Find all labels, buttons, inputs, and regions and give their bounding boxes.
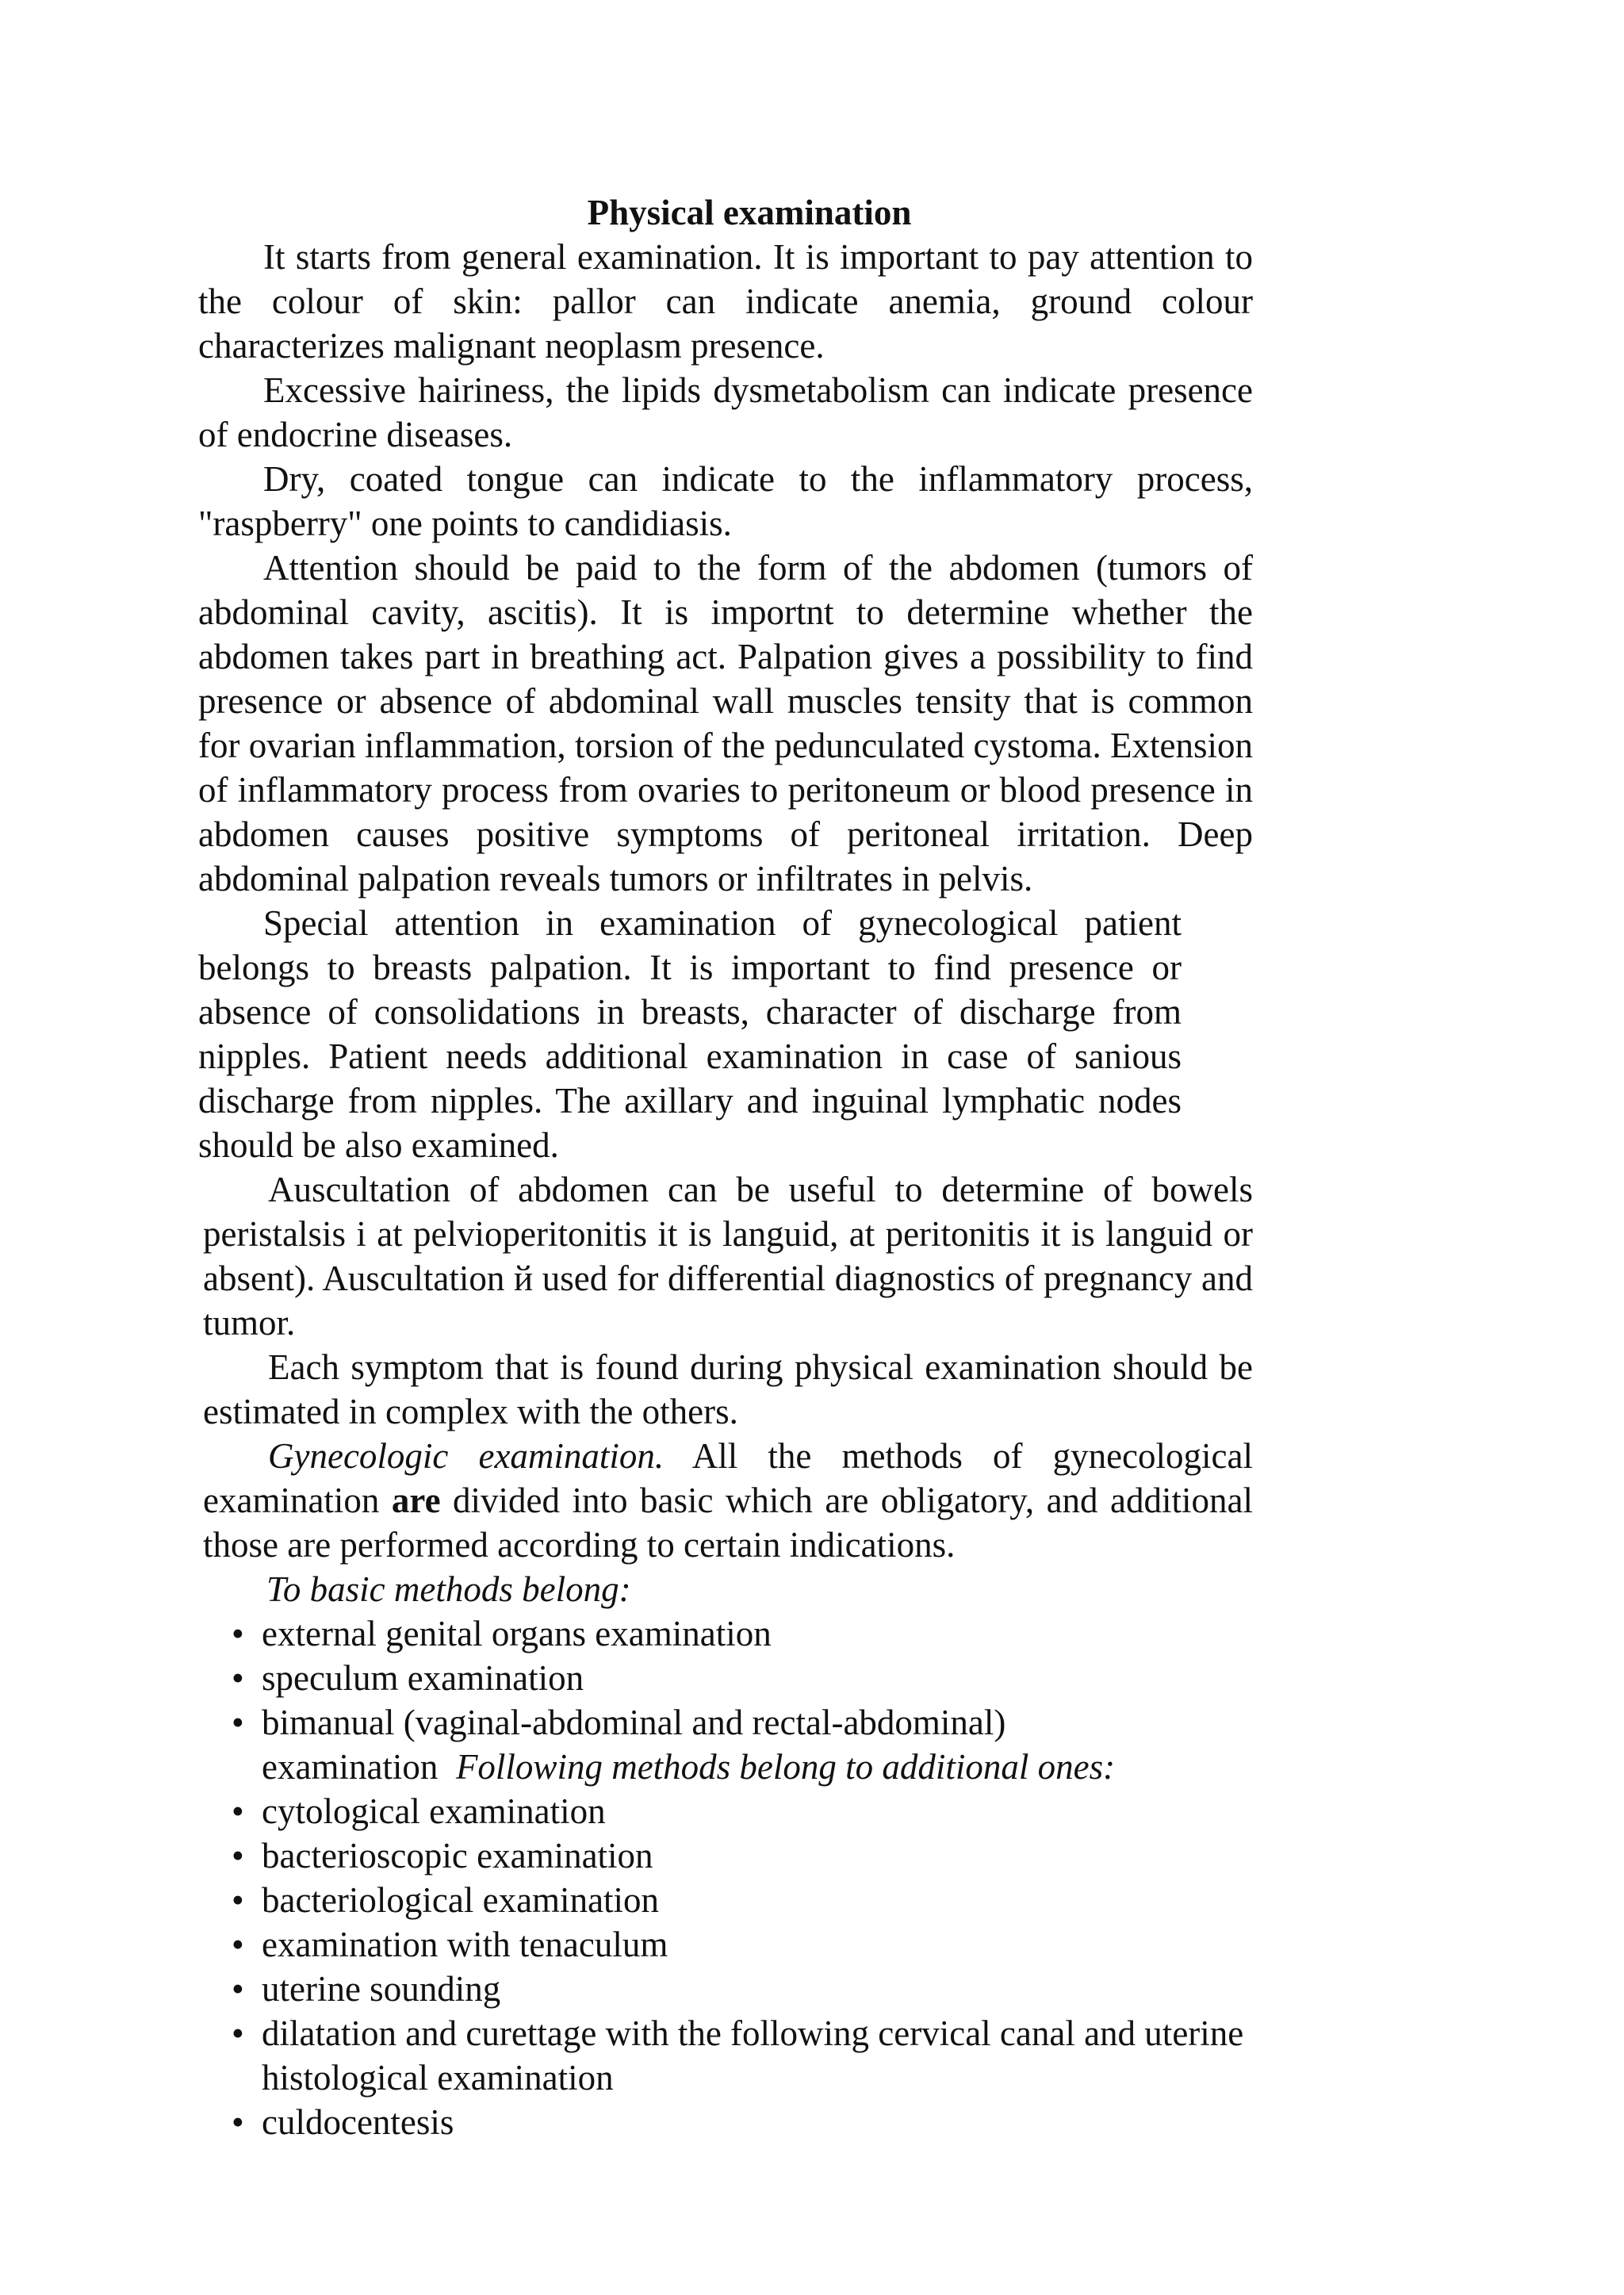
paragraph-general-examination: It starts from general examination. It is important to pay attention to the colour of skin: pallor can indicate anemia, ground colour characterizes malignant neoplasm presence. bbox=[198, 237, 1253, 366]
paragraph-auscultation: Auscultation of abdomen can be useful to determine of bowels peristalsis i at pelvioperitonitis it is languid, at peritonitis it is languid or absent). Auscultation й used for differential diagnostics of pregnancy and tumor. bbox=[203, 1170, 1253, 1343]
paragraph-gynecologic-examination bbox=[198, 1434, 1253, 1567]
basic-methods-list bbox=[198, 1611, 1253, 1789]
gyn-text-before: All the methods of gynecological examination bbox=[203, 1436, 1253, 1520]
gyn-lead: Gynecologic examination. bbox=[268, 1436, 665, 1476]
list-item: • examination with tenaculum bbox=[198, 1922, 1253, 1967]
list-item: • cytological examination bbox=[198, 1789, 1253, 1833]
list-item-continuation bbox=[262, 1745, 1253, 1789]
list-item: • external genital organs examination bbox=[198, 1611, 1253, 1656]
document-page bbox=[198, 190, 1253, 2144]
basic-tail: examination bbox=[262, 1747, 439, 1787]
paragraph-symptoms: Each symptom that is found during physical examination should be estimated in complex with the others. bbox=[203, 1347, 1253, 1431]
page-title: Physical examination bbox=[587, 193, 912, 232]
basic-methods-heading: To basic methods belong: bbox=[266, 1569, 631, 1609]
paragraph-hairiness: Excessive hairiness, the lipids dysmetabolism can indicate presence of endocrine diseases. bbox=[198, 370, 1253, 454]
additional-methods-heading: Following methods belong to additional ones: bbox=[455, 1747, 1116, 1787]
list-item: • bacterioscopic examination bbox=[198, 1833, 1253, 1878]
gyn-bold-word: are bbox=[391, 1481, 441, 1520]
list-item: • bacteriological examination bbox=[198, 1878, 1253, 1922]
paragraph-tongue: Dry, coated tongue can indicate to the inflammatory process, "raspberry" one points to candidiasis. bbox=[198, 459, 1253, 543]
list-item: • dilatation and curettage with the following cervical canal and uterine histological examination bbox=[198, 2011, 1253, 2100]
list-item bbox=[198, 1700, 1253, 1789]
additional-methods-list bbox=[198, 1789, 1253, 2144]
paragraph-breasts: Special attention in examination of gynecological patient belongs to breasts palpation. It is important to find presence or absence of consolidations in breasts, character of discharge from nipples. Patient needs additional examination in case of sanious discharge from nipples. The axillary and inguinal lymphatic nodes should be also examined. bbox=[198, 903, 1182, 1165]
gyn-text-after: divided into basic which are obligatory, and additional those are performed according to certain indications. bbox=[203, 1481, 1253, 1565]
list-item-text: bimanual (vaginal-abdominal and rectal-abdominal) bbox=[262, 1703, 1006, 1742]
list-item: • culdocentesis bbox=[198, 2100, 1253, 2144]
list-item: • speculum examination bbox=[198, 1656, 1253, 1700]
paragraph-abdomen: Attention should be paid to the form of the abdomen (tumors of abdominal cavity, ascitis). It is importnt to determine whether the abdomen takes part in breathing act. Palpation gives a possibility to find presence or absence of abdominal wall muscles tensity that is common for ovarian inflammation, torsion of the pedunculated cystoma. Extension of inflammatory process from ovaries to peritoneum or blood presence in abdomen causes positive symptoms of peritoneal irritation. Deep abdominal palpation reveals tumors or infiltrates in pelvis. bbox=[198, 548, 1253, 898]
list-item: • uterine sounding bbox=[198, 1967, 1253, 2011]
